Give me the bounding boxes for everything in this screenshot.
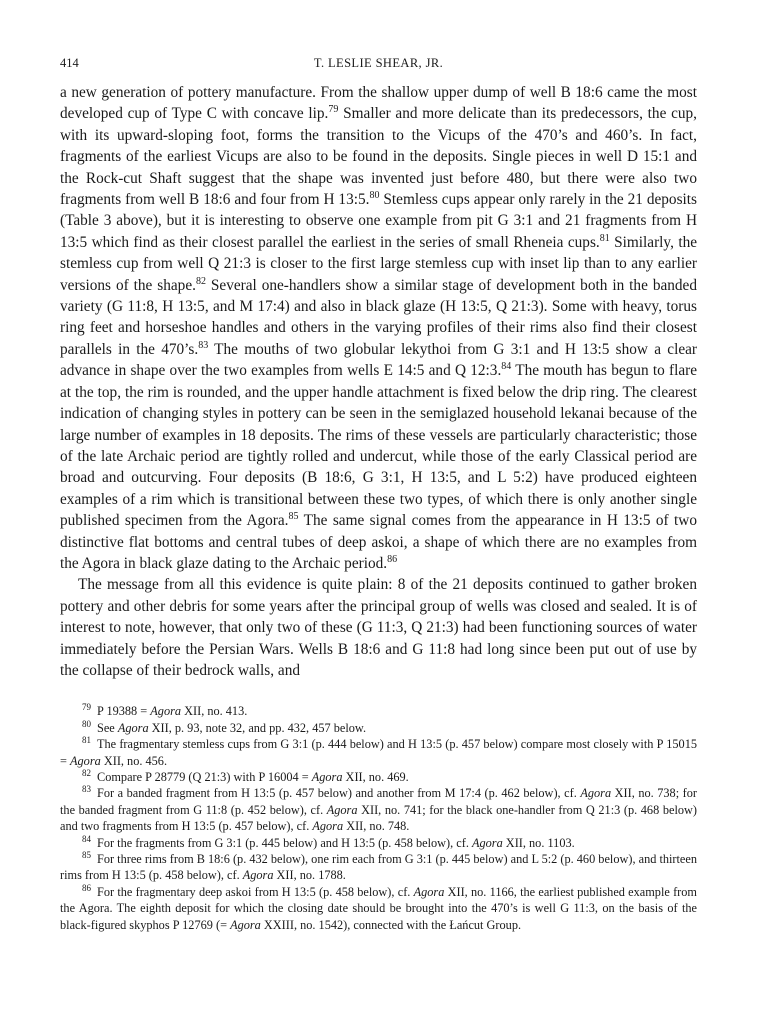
- footnote-ref: 83: [198, 339, 209, 351]
- footnote-text: See: [97, 720, 118, 735]
- footnote-text: XII, p. 93, note 32, and pp. 432, 457 below.: [148, 720, 367, 735]
- footnote-text: XII, no. 738; for the banded fragment from G 11:8 (p. 452 below), cf.: [60, 786, 698, 817]
- page-number: 414: [60, 56, 79, 70]
- text-run: The mouth has begun to flare at the top, the rim is rounded, and the upper handle attachment is fixed below the drip ring. The clearest indication of changing styles in pottery can be seen in the semiglazed household lekanai because of the large number of examples in 18 deposits. The rims of these vessels are particularly characteristic; those of the late Archaic period are tightly rolled and undercut, while those of the early Classical period are broad and outcurving. Four deposits (B 18:6, G 3:1, H 13:5, and L 5:2) have produced eighteen examples of a rim which is transitional between these two types, of which there is only another single published specimen from the Agora.: [60, 362, 698, 530]
- running-title: T. LESLIE SHEAR, JR.: [313, 56, 444, 70]
- italic-title: Agora: [312, 819, 344, 834]
- paragraph-1: [60, 82, 697, 574]
- footnote-number: 79: [82, 702, 91, 713]
- italic-title: Agora: [150, 704, 182, 719]
- footnote-text: For a banded fragment from H 13:5 (p. 457 below) and another from M 17:4 (p. 462 below), cf.: [97, 786, 581, 801]
- footnote-number: 81: [82, 735, 91, 746]
- page: [60, 48, 697, 933]
- footnote-text: The fragmentary stemless cups from G 3:1 (p. 444 below) and H 13:5 (p. 457 below) compare most closely with P 15015 =: [60, 737, 697, 768]
- footnote: [60, 785, 697, 834]
- footnote-number: 86: [82, 882, 91, 893]
- footnote: [60, 703, 697, 719]
- text-run: Similarly, the stemless cup from well Q 21:3 is closer to the first large stemless cup with inset lip than to any earlier versions of the shape.: [60, 233, 698, 294]
- text-run: The mouths of two globular lekythoi from G 3:1 and H 13:5 show a clear advance in shape over the two examples from wells E 14:5 and Q 12:3.: [60, 340, 697, 380]
- footnote-number: 83: [82, 784, 91, 795]
- footnote-text: XII, no. 456.: [100, 753, 168, 768]
- footnote-text: XII, no. 469.: [342, 770, 409, 784]
- footnote: [60, 835, 697, 851]
- italic-title: Agora: [242, 868, 274, 883]
- footnote-number: 85: [82, 849, 91, 860]
- running-head: [60, 48, 697, 78]
- footnote-ref: 86: [387, 553, 398, 565]
- italic-title: Agora: [326, 802, 358, 817]
- footnotes: [60, 703, 697, 933]
- footnote-text: For the fragments from G 3:1 (p. 445 below) and H 13:5 (p. 458 below), cf.: [97, 835, 472, 850]
- body-text: [60, 82, 697, 681]
- footnote-text: P 19388 =: [97, 704, 151, 719]
- italic-title: Agora: [311, 770, 343, 784]
- footnote: [60, 851, 697, 884]
- footnote: [60, 769, 697, 785]
- footnote-ref: 80: [369, 189, 380, 201]
- italic-title: Agora: [230, 917, 261, 932]
- footnote-text: XII, no. 1788.: [273, 868, 346, 883]
- text-run: Several one-handlers show a similar stage of development both in the banded variety (G 11:8, H 13:5, and M 17:4) and also in black glaze (H 13:5, Q 21:3). Some with heavy, torus ring feet and horseshoe handles and others in the varying profiles of their rims also find their closest parallels in the 470’s.: [60, 276, 697, 358]
- italic-title: Agora: [413, 884, 445, 899]
- footnote-text: XII, no. 741; for the black one-handler from Q 21:3 (p. 468 below) and two fragments from H 13:5 (p. 457 below), cf.: [60, 802, 697, 834]
- footnote-ref: 81: [599, 232, 610, 244]
- text-run: Smaller and more delicate than its predecessors, the cup, with its upward-sloping foot, forms the transition to the Vicups of the 470’s and 460’s. In fact, fragments of the earliest Vicups are also to be found in the deposits. Single pieces in well D 15:1 and the Rock-cut Shaft suggest that the shape was invented just before 480, but there were also two fragments from well B 18:6 and four from H 13:5.: [60, 105, 697, 209]
- footnote-text: XII, no. 413.: [181, 704, 248, 719]
- footnote: [60, 720, 697, 736]
- footnote-text: For three rims from B 18:6 (p. 432 below), one rim each from G 3:1 (p. 445 below) and L 5:2 (p. 460 below), and thirteen rims from H 13:5 (p. 458 below), cf.: [60, 852, 697, 883]
- footnote-text: Compare P 28779 (Q 21:3) with P 16004 =: [97, 770, 312, 784]
- footnote-number: 82: [82, 767, 91, 778]
- footnote-ref: 85: [288, 511, 299, 523]
- footnote-text: XII, no. 748.: [343, 819, 410, 834]
- paragraph-2: The message from all this evidence is quite plain: 8 of the 21 deposits continued to gather broken pottery and other debris for some years after the principal group of wells was closed and sealed. It is of interest to note, however, that only two of these (G 11:3, Q 21:3) had been functioning sources of water immediately before the Persian Wars. Wells B 18:6 and G 11:8 had long since been put out of use by the collapse of their bedrock walls, and: [60, 576, 697, 679]
- footnote-text: For the fragmentary deep askoi from H 13:5 (p. 458 below), cf.: [97, 884, 414, 899]
- footnote-text: XII, no. 1103.: [502, 835, 575, 850]
- italic-title: Agora: [117, 720, 149, 735]
- text-run: The same signal comes from the appearance in H 13:5 of two distinctive flat bottoms and central tubes of deep askoi, a shape of which there are no examples from the Agora in black glaze dating to the Archaic period.: [60, 512, 697, 572]
- footnote-ref: 79: [328, 104, 339, 116]
- footnote: [60, 736, 697, 769]
- footnote-text: XXIII, no. 1542), connected with the Łańcut Group.: [260, 917, 522, 932]
- footnote-ref: 84: [501, 361, 512, 373]
- footnote: [60, 884, 697, 933]
- footnote-text: XII, no. 1166, the earliest published example from the Agora. The eighth deposit for which the closing date should be brought into the 470’s is well G 11:3, on the basis of the black-figured skyphos P 12769 (=: [60, 884, 697, 932]
- footnote-number: 84: [82, 833, 91, 844]
- italic-title: Agora: [580, 786, 612, 801]
- text-run: Stemless cups appear only rarely in the 21 deposits (Table 3 above), but it is interesting to observe one example from pit G 3:1 and 21 fragments from H 13:5 which find as their closest parallel the earliest in the series of small Rheneia cups.: [60, 191, 697, 251]
- text-run: a new generation of pottery manufacture. From the shallow upper dump of well B 18:6 came the most developed cup of Type C with concave lip.: [60, 84, 697, 123]
- italic-title: Agora: [471, 835, 503, 850]
- footnote-number: 80: [82, 718, 91, 729]
- italic-title: Agora: [70, 753, 101, 768]
- footnote-ref: 82: [195, 275, 206, 287]
